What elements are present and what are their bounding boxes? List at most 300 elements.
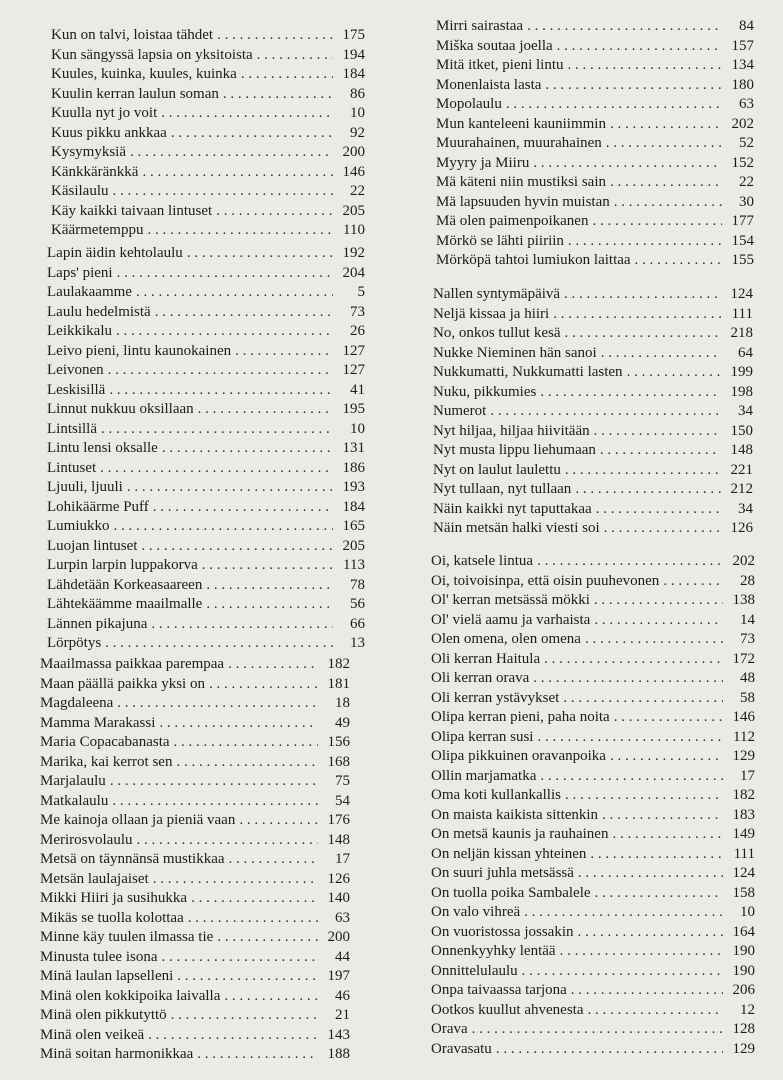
dot-leader xyxy=(610,115,722,135)
dot-leader xyxy=(575,480,721,500)
index-entry xyxy=(47,381,365,401)
index-entry xyxy=(40,967,350,987)
index-entry xyxy=(433,402,753,422)
entry-page-number: 17 xyxy=(740,767,755,784)
entry-page-number: 140 xyxy=(327,890,350,906)
entry-page-number: 17 xyxy=(335,851,350,867)
index-entry xyxy=(436,154,754,174)
entry-title: Olipa kerran susi xyxy=(431,728,534,745)
dot-leader xyxy=(557,37,722,57)
entry-page-number: 49 xyxy=(335,714,350,731)
entry-title: Oma koti kullankallis xyxy=(431,787,561,803)
dot-leader xyxy=(472,1020,723,1040)
entry-page-number: 190 xyxy=(732,962,755,979)
dot-leader xyxy=(563,689,723,709)
index-entry xyxy=(51,104,365,124)
entry-title: Mitä itket, pieni lintu xyxy=(436,57,564,73)
dot-leader xyxy=(537,552,723,572)
dot-leader xyxy=(595,884,723,904)
index-entry xyxy=(40,753,350,773)
dot-leader xyxy=(228,655,318,675)
dot-leader xyxy=(187,244,333,264)
dot-leader xyxy=(112,792,318,812)
dot-leader xyxy=(148,1026,318,1046)
entry-title: Kuules, kuinka, kuules, kuinka xyxy=(51,66,237,82)
entry-page-number: 165 xyxy=(342,518,365,534)
entry-page-number: 86 xyxy=(350,85,365,102)
entry-page-number: 218 xyxy=(730,325,753,341)
dot-leader xyxy=(635,251,722,271)
index-entry xyxy=(51,182,365,202)
index-entry xyxy=(431,884,755,904)
entry-page-number: 149 xyxy=(732,826,755,842)
entry-title: Me kainoja ollaan ja pieniä vaan xyxy=(40,812,236,828)
dot-leader xyxy=(594,611,723,631)
index-entry xyxy=(47,459,365,479)
dot-leader xyxy=(101,420,333,440)
dot-leader xyxy=(224,987,318,1007)
entry-page-number: 176 xyxy=(327,812,350,828)
entry-title: Orava xyxy=(431,1021,468,1037)
index-entry xyxy=(431,552,755,572)
entry-title: Oi, toivoisinpa, että oisin puuhevonen xyxy=(431,572,660,589)
dot-leader xyxy=(578,864,723,884)
dot-leader xyxy=(141,537,333,557)
index-entry xyxy=(51,65,365,85)
entry-page-number: 73 xyxy=(350,303,365,320)
dot-leader xyxy=(217,928,318,948)
dot-leader xyxy=(610,747,723,767)
entry-page-number: 21 xyxy=(335,1007,350,1023)
index-entry xyxy=(40,714,350,734)
index-entry xyxy=(431,669,755,689)
entry-page-number: 193 xyxy=(342,479,365,495)
index-entry xyxy=(47,595,365,615)
entry-page-number: 48 xyxy=(740,670,755,686)
entry-title: Laps' pieni xyxy=(47,264,113,281)
entry-title: Leivo pieni, lintu kaunokainen xyxy=(47,342,232,359)
index-entry xyxy=(431,923,755,943)
entry-page-number: 221 xyxy=(730,461,753,478)
index-entry xyxy=(436,115,754,135)
entry-title: Magdaleena xyxy=(40,695,114,711)
dot-leader xyxy=(198,400,333,420)
dot-leader xyxy=(114,517,334,537)
index-entry xyxy=(40,831,350,851)
entry-title: Minä soitan harmonikkaa xyxy=(40,1046,194,1062)
dot-leader xyxy=(130,143,333,163)
entry-page-number: 66 xyxy=(350,615,365,632)
index-entry xyxy=(431,942,755,962)
entry-page-number: 157 xyxy=(731,37,754,54)
dot-leader xyxy=(663,572,723,592)
index-entry xyxy=(436,134,754,154)
dot-leader xyxy=(602,806,723,826)
entry-title: Merirosvolaulu xyxy=(40,831,133,848)
index-entry xyxy=(436,251,754,271)
entry-page-number: 56 xyxy=(350,596,365,612)
entry-page-number: 182 xyxy=(327,656,350,672)
entry-page-number: 180 xyxy=(731,76,754,93)
dot-leader xyxy=(496,1040,723,1060)
entry-title: Leikkikalu xyxy=(47,323,112,339)
dot-leader xyxy=(239,811,318,831)
index-entry xyxy=(51,143,365,163)
entry-page-number: 131 xyxy=(342,440,365,456)
dot-leader xyxy=(540,767,723,787)
entry-title: Kuus pikku ankkaa xyxy=(51,124,167,141)
entry-title: Lähdetään Korkeasaareen xyxy=(47,576,203,593)
dot-leader xyxy=(188,909,318,929)
index-entry xyxy=(40,889,350,909)
index-entry xyxy=(40,928,350,948)
entry-page-number: 186 xyxy=(342,459,365,476)
entry-page-number: 143 xyxy=(327,1026,350,1043)
entry-title: On tuolla poika Sambalele xyxy=(431,884,591,901)
dot-leader xyxy=(155,303,333,323)
entry-page-number: 156 xyxy=(327,734,350,750)
entry-title: Numerot xyxy=(433,403,487,419)
entry-page-number: 126 xyxy=(327,870,350,887)
entry-title: Nyt tullaan, nyt tullaan xyxy=(433,481,572,497)
entry-title: Leivonen xyxy=(47,362,104,378)
dot-leader xyxy=(537,728,723,748)
entry-page-number: 124 xyxy=(730,286,753,302)
dot-leader xyxy=(587,1001,723,1021)
index-entry xyxy=(431,689,755,709)
index-entry xyxy=(431,962,755,982)
index-entry xyxy=(47,498,365,518)
entry-title: On neljän kissan yhteinen xyxy=(431,845,587,862)
entry-title: Maan päällä paikka yksi on xyxy=(40,675,205,692)
entry-title: Ol' vielä aamu ja varhaista xyxy=(431,611,591,628)
entry-title: Marika, kai kerrot sen xyxy=(40,753,173,770)
entry-title: Mä käteni niin mustiksi sain xyxy=(436,174,606,190)
entry-title: Lumiukko xyxy=(47,518,110,534)
index-entry xyxy=(40,694,350,714)
dot-leader xyxy=(585,630,723,650)
index-entry xyxy=(47,244,365,264)
index-entry xyxy=(40,1045,350,1065)
dot-leader xyxy=(100,459,333,479)
entry-title: Onnittelulaulu xyxy=(431,962,518,979)
dot-leader xyxy=(117,264,333,284)
entry-title: Mun kanteleeni kauniimmin xyxy=(436,115,606,132)
entry-title: Käy kaikki taivaan lintuset xyxy=(51,202,213,219)
index-entry xyxy=(431,786,755,806)
dot-leader xyxy=(174,733,318,753)
entry-title: Olipa pikkuinen oravanpoika xyxy=(431,748,606,764)
dot-leader xyxy=(568,56,723,76)
entry-title: Onnenkyyhky lentää xyxy=(431,943,556,959)
entry-title: Mikki Hiiri ja susihukka xyxy=(40,890,188,906)
entry-page-number: 128 xyxy=(732,1021,755,1037)
entry-title: Olen omena, olen omena xyxy=(431,631,581,647)
index-entry xyxy=(47,439,365,459)
index-entry xyxy=(431,572,755,592)
entry-page-number: 197 xyxy=(327,968,350,984)
index-entry xyxy=(47,283,365,303)
entry-page-number: 183 xyxy=(732,806,755,823)
dot-leader xyxy=(109,381,333,401)
entry-page-number: 195 xyxy=(342,401,365,417)
entry-page-number: 41 xyxy=(350,381,365,398)
entry-page-number: 22 xyxy=(739,174,754,190)
dot-leader xyxy=(197,1045,318,1065)
index-entry xyxy=(433,383,753,403)
dot-leader xyxy=(490,402,721,422)
index-entry xyxy=(433,500,753,520)
index-entry xyxy=(47,517,365,537)
dot-leader xyxy=(223,85,333,105)
index-entry xyxy=(40,811,350,831)
entry-title: Lintsillä xyxy=(47,420,97,437)
index-entry xyxy=(40,987,350,1007)
index-entry xyxy=(431,1020,755,1040)
entry-page-number: 13 xyxy=(350,635,365,651)
entry-page-number: 190 xyxy=(732,943,755,959)
entry-page-number: 206 xyxy=(732,982,755,998)
index-entry xyxy=(40,772,350,792)
index-entry xyxy=(47,303,365,323)
index-entry xyxy=(433,363,753,383)
entry-page-number: 12 xyxy=(740,1001,755,1018)
entry-page-number: 202 xyxy=(732,553,755,569)
dot-leader xyxy=(117,694,318,714)
index-entry xyxy=(47,615,365,635)
entry-page-number: 155 xyxy=(731,252,754,268)
entry-title: Mamma Marakassi xyxy=(40,714,156,731)
entry-title: Ollin marjamatka xyxy=(431,767,537,784)
dot-leader xyxy=(592,212,722,232)
entry-page-number: 26 xyxy=(350,323,365,339)
entry-title: Luojan lintuset xyxy=(47,537,138,554)
entry-title: Käsilaulu xyxy=(51,183,109,199)
entry-title: Neljä kissaa ja hiiri xyxy=(433,305,550,322)
entry-title: Onpa taivaassa tarjona xyxy=(431,982,567,998)
dot-leader xyxy=(594,591,723,611)
entry-page-number: 46 xyxy=(335,987,350,1004)
entry-page-number: 10 xyxy=(350,105,365,121)
entry-title: Oli kerran ystävykset xyxy=(431,689,560,706)
entry-title: Oravasatu xyxy=(431,1040,492,1057)
index-entry xyxy=(40,655,350,675)
entry-title: Lurpin larpin luppakorva xyxy=(47,557,198,573)
entry-title: Mä lapsuuden hyvin muistan xyxy=(436,193,610,210)
index-entry xyxy=(436,173,754,193)
dot-leader xyxy=(568,232,722,252)
dot-leader xyxy=(627,363,721,383)
entry-page-number: 129 xyxy=(732,1040,755,1057)
dot-leader xyxy=(565,461,721,481)
entry-title: Ol' kerran metsässä mökki xyxy=(431,592,590,608)
entry-page-number: 92 xyxy=(350,124,365,141)
dot-leader xyxy=(604,519,721,539)
entry-page-number: 200 xyxy=(327,929,350,945)
entry-title: Känkkäränkkä xyxy=(51,163,139,180)
index-entry xyxy=(433,461,753,481)
index-entry xyxy=(431,1001,755,1021)
entry-title: Nyt on laulut laulettu xyxy=(433,461,561,478)
entry-title: Maailmassa paikkaa parempaa xyxy=(40,656,225,672)
entry-page-number: 199 xyxy=(730,364,753,380)
dot-leader xyxy=(610,173,722,193)
index-entry xyxy=(431,825,755,845)
entry-title: Minä olen kokkipoika laivalla xyxy=(40,987,221,1004)
index-group-m-cont xyxy=(436,17,754,271)
entry-title: Kun on talvi, loistaa tähdet xyxy=(51,27,214,43)
index-entry xyxy=(47,361,365,381)
index-entry xyxy=(47,478,365,498)
entry-page-number: 28 xyxy=(740,572,755,589)
index-entry xyxy=(40,870,350,890)
dot-leader xyxy=(601,344,721,364)
index-entry xyxy=(433,344,753,364)
dot-leader xyxy=(171,1006,318,1026)
entry-page-number: 164 xyxy=(732,923,755,940)
entry-page-number: 64 xyxy=(738,344,753,361)
index-entry xyxy=(436,37,754,57)
entry-title: Kuulin kerran laulun soman xyxy=(51,85,219,102)
dot-leader xyxy=(540,383,721,403)
index-entry xyxy=(433,441,753,461)
entry-title: Matkalaulu xyxy=(40,792,109,809)
entry-page-number: 205 xyxy=(342,202,365,219)
dot-leader xyxy=(506,95,722,115)
dot-leader xyxy=(159,714,318,734)
entry-page-number: 22 xyxy=(350,183,365,199)
entry-page-number: 212 xyxy=(730,481,753,497)
index-entry xyxy=(431,981,755,1001)
entry-title: Lintuset xyxy=(47,459,97,476)
dot-leader xyxy=(596,500,721,520)
dot-leader xyxy=(147,221,333,241)
index-entry xyxy=(431,806,755,826)
index-entry xyxy=(433,285,753,305)
index-entry xyxy=(431,903,755,923)
index-entry xyxy=(436,212,754,232)
dot-leader xyxy=(614,193,722,213)
entry-page-number: 152 xyxy=(731,154,754,171)
dot-leader xyxy=(105,634,333,654)
entry-title: Kun sängyssä lapsia on yksitoista xyxy=(51,46,253,63)
index-entry xyxy=(436,76,754,96)
entry-title: Lörpötys xyxy=(47,635,102,651)
entry-title: Marjalaulu xyxy=(40,773,106,789)
dot-leader xyxy=(153,870,318,890)
index-entry xyxy=(431,630,755,650)
dot-leader xyxy=(571,981,723,1001)
entry-title: Metsä on täynnänsä mustikkaa xyxy=(40,851,225,867)
entry-page-number: 73 xyxy=(740,631,755,647)
dot-leader xyxy=(161,948,318,968)
entry-page-number: 205 xyxy=(342,537,365,554)
dot-leader xyxy=(600,441,721,461)
dot-leader xyxy=(177,967,318,987)
index-entry xyxy=(433,519,753,539)
index-group-l xyxy=(47,244,365,654)
entry-title: Olipa kerran pieni, paha noita xyxy=(431,709,610,725)
entry-title: Minne käy tuulen ilmassa tie xyxy=(40,929,214,945)
entry-title: Nukke Nieminen hän sanoi xyxy=(433,344,597,361)
entry-title: Näin kaikki nyt taputtakaa xyxy=(433,500,592,517)
dot-leader xyxy=(578,923,724,943)
index-entry xyxy=(47,322,365,342)
index-entry xyxy=(51,46,365,66)
dot-leader xyxy=(216,202,333,222)
index-entry xyxy=(436,95,754,115)
entry-title: No, onkos tullut kesä xyxy=(433,325,561,341)
index-entry xyxy=(47,420,365,440)
entry-title: Ljuuli, ljuuli xyxy=(47,479,123,495)
index-entry xyxy=(47,537,365,557)
entry-title: Lähtekäämme maailmalle xyxy=(47,596,203,612)
entry-title: Myyry ja Miiru xyxy=(436,154,530,171)
dot-leader xyxy=(202,556,333,576)
dot-leader xyxy=(533,669,723,689)
entry-page-number: 124 xyxy=(732,865,755,881)
dot-leader xyxy=(136,831,318,851)
entry-title: Näin metsän halki viesti soi xyxy=(433,520,600,536)
entry-page-number: 113 xyxy=(343,557,365,573)
entry-title: Mopolaulu xyxy=(436,96,502,112)
index-entry xyxy=(431,845,755,865)
entry-title: Nuku, pikkumies xyxy=(433,383,537,400)
entry-title: On maista kaikista sittenkin xyxy=(431,806,599,823)
entry-page-number: 34 xyxy=(738,500,753,517)
index-entry xyxy=(40,948,350,968)
entry-title: Oli kerran orava xyxy=(431,670,530,686)
entry-page-number: 127 xyxy=(342,362,365,378)
entry-page-number: 18 xyxy=(335,695,350,711)
entry-page-number: 58 xyxy=(740,689,755,706)
entry-page-number: 188 xyxy=(327,1046,350,1062)
index-entry xyxy=(51,202,365,222)
dot-leader xyxy=(606,134,722,154)
entry-title: Ootkos kuullut ahvenesta xyxy=(431,1001,584,1018)
entry-title: On suuri juhla metsässä xyxy=(431,865,574,881)
dot-leader xyxy=(594,422,721,442)
entry-page-number: 34 xyxy=(738,403,753,419)
entry-page-number: 182 xyxy=(732,787,755,803)
entry-title: Mirri sairastaa xyxy=(436,18,524,34)
entry-page-number: 111 xyxy=(733,845,755,862)
entry-page-number: 148 xyxy=(730,442,753,458)
dot-leader xyxy=(191,889,318,909)
index-group-k xyxy=(51,26,365,241)
dot-leader xyxy=(151,615,333,635)
entry-title: Laulu hedelmistä xyxy=(47,303,151,320)
index-entry xyxy=(51,85,365,105)
entry-title: On vuoristossa jossakin xyxy=(431,923,574,940)
entry-title: Linnut nukkuu oksillaan xyxy=(47,401,194,417)
dot-leader xyxy=(116,322,333,342)
index-group-o xyxy=(431,552,755,1059)
entry-page-number: 75 xyxy=(335,773,350,789)
entry-title: Lohikäärme Puff xyxy=(47,498,149,515)
entry-page-number: 204 xyxy=(342,264,365,281)
entry-page-number: 200 xyxy=(342,144,365,160)
dot-leader xyxy=(553,305,721,325)
index-entry xyxy=(51,221,365,241)
entry-title: Nukkumatti, Nukkumatti lasten xyxy=(433,364,623,380)
dot-leader xyxy=(127,478,333,498)
entry-title: Mikäs se tuolla kolottaa xyxy=(40,909,184,926)
dot-leader xyxy=(171,124,333,144)
dot-leader xyxy=(206,595,333,615)
index-entry xyxy=(436,193,754,213)
index-entry xyxy=(40,909,350,929)
